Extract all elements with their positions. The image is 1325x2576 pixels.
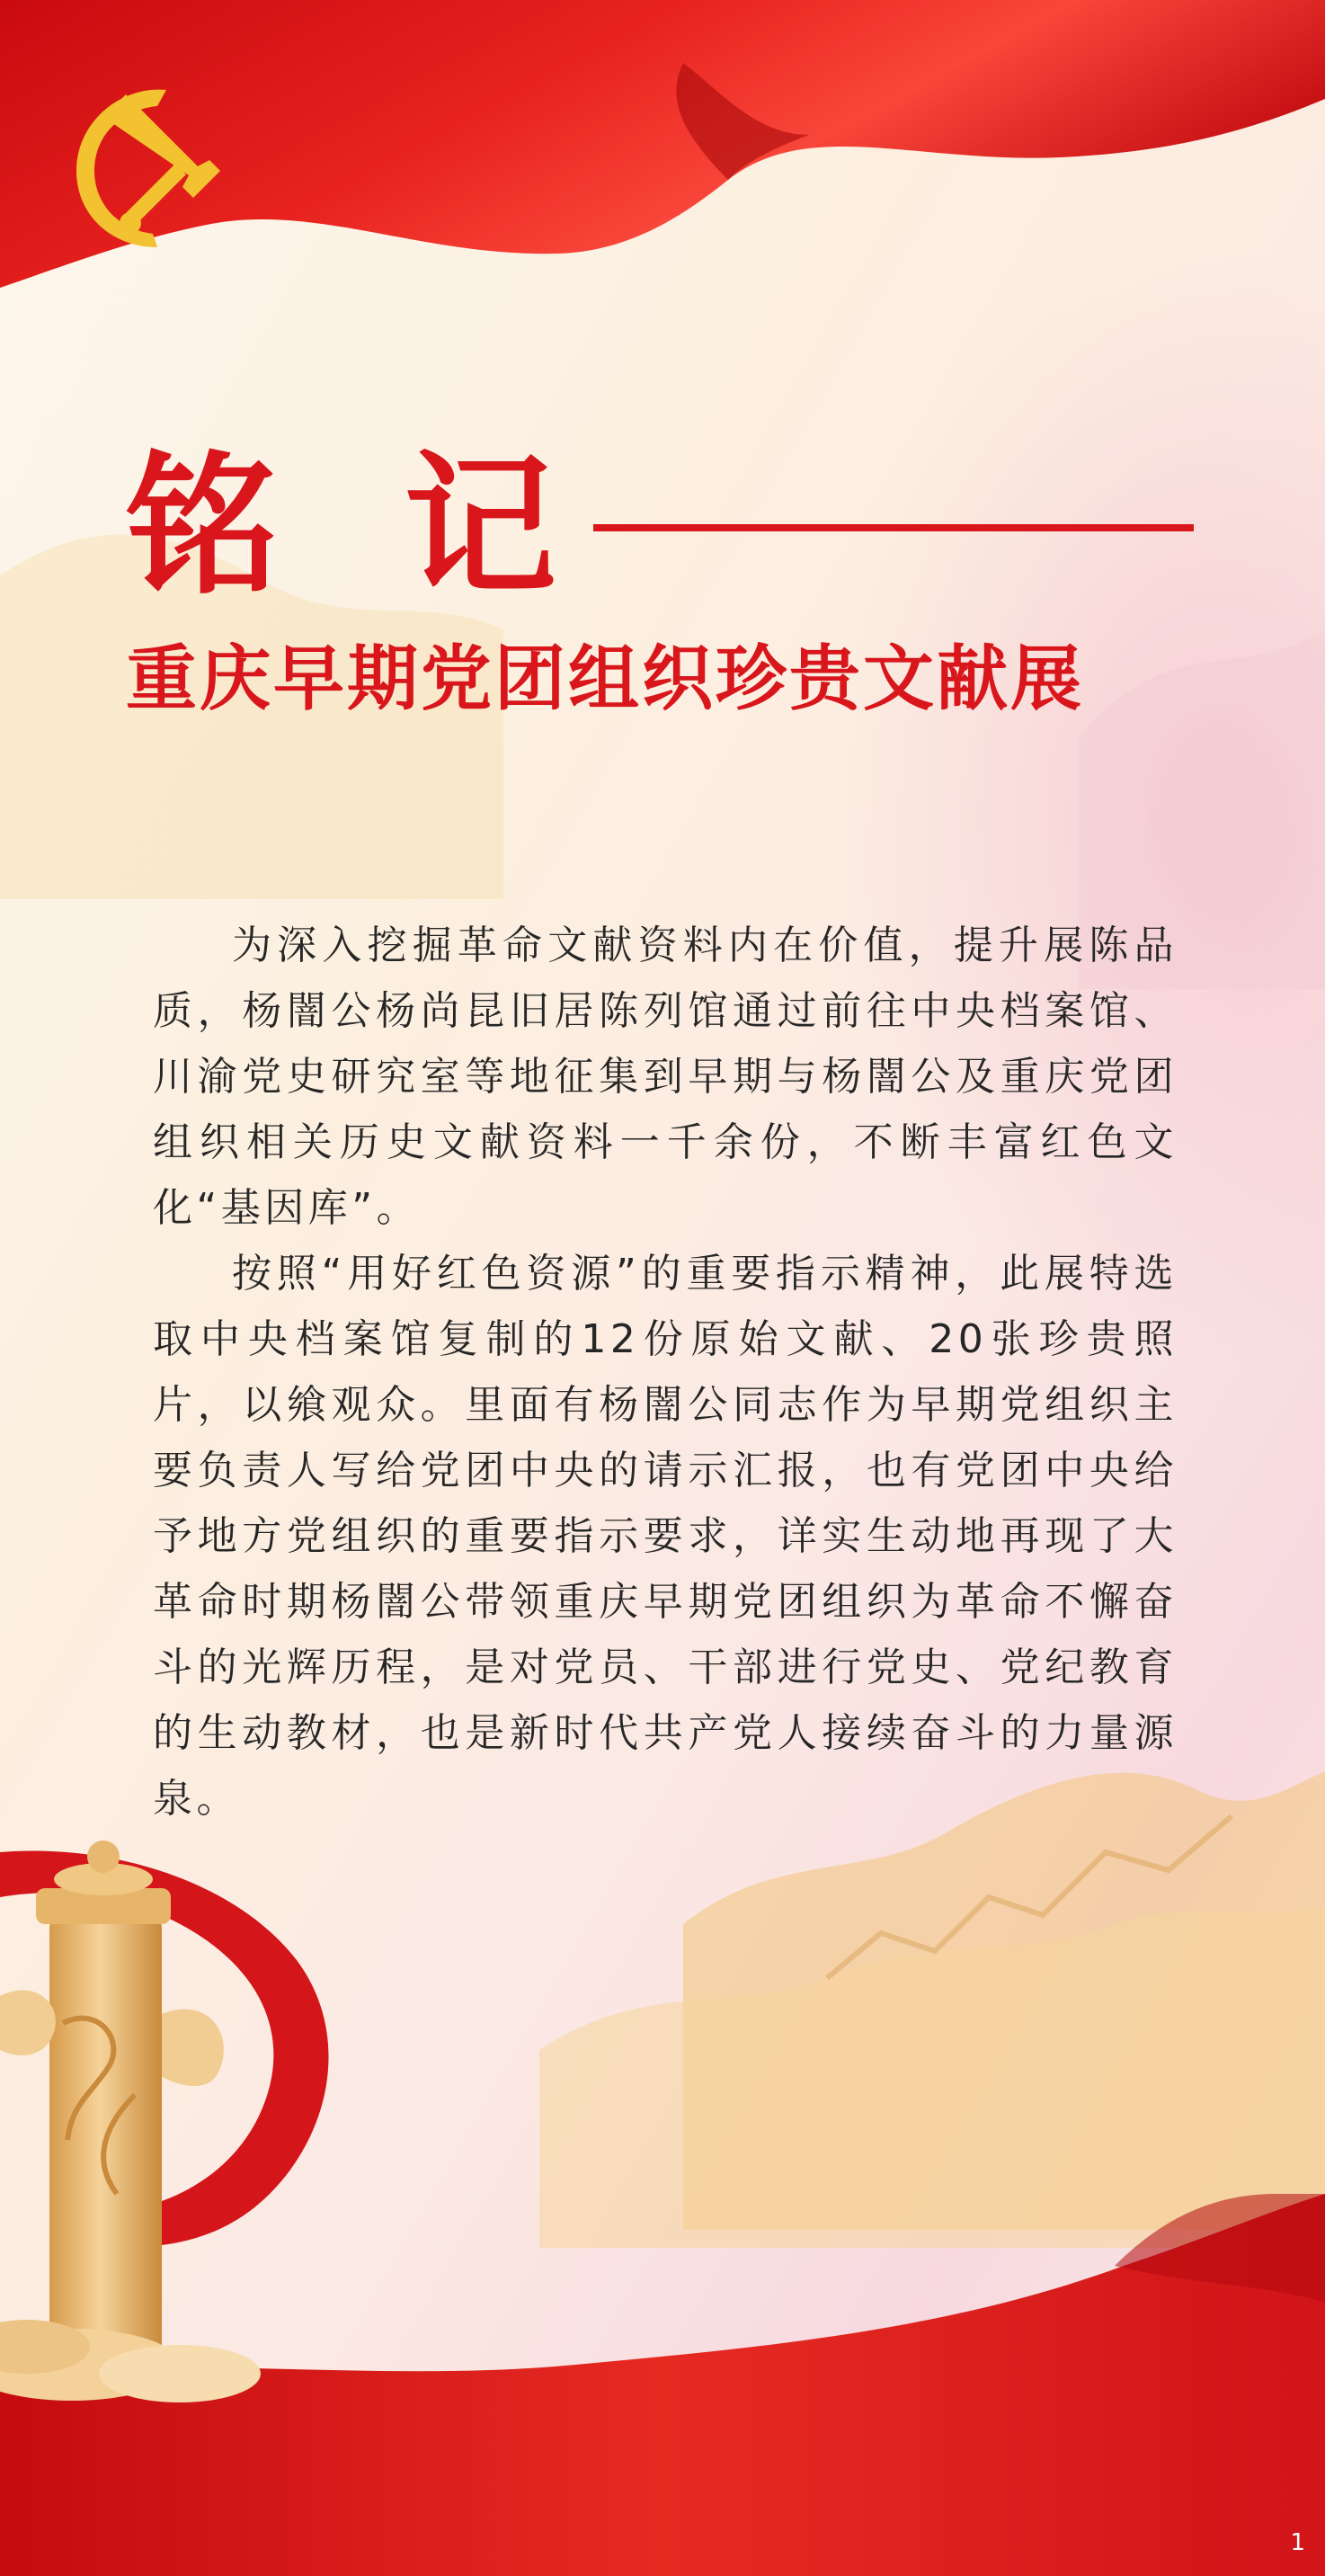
subtitle: 重庆早期党团组织珍贵文献展 [126,637,1084,720]
paragraph-1: 为深入挖掘革命文献资料内在价值，提升展陈品质，杨闇公杨尚昆旧居陈列馆通过前往中央档案馆、川渝党史研究室等地征集到早期与杨闇公及重庆党团组织相关历史文献资料一千余份，不断丰富红色文化“基因库”。 [153,923,1178,1231]
page-number: 1 [1290,2529,1305,2556]
body-text [153,913,1178,1832]
golden-mountains-front [539,1906,1325,2248]
paragraph-2: 按照“用好红色资源”的重要指示精神，此展特选取中央档案馆复制的12份原始文献、20张珍贵照片，以飨观众。里面有杨闇公同志作为早期党组织主要负责人写给党团中央的请示汇报，也有党团中央给予地方党组织的重要指示要求，详实生动地再现了大革命时期杨闇公带领重庆早期党团组织为革命不懈奋斗的光辉历程，是对党员、干部进行党史、党纪教育的生动教材，也是新时代共产党人接续奋斗的力量源泉。 [153,1251,1178,1822]
main-title: 铭 记 [126,436,593,616]
title-rule [593,524,1194,531]
top-ribbon [0,0,1325,288]
